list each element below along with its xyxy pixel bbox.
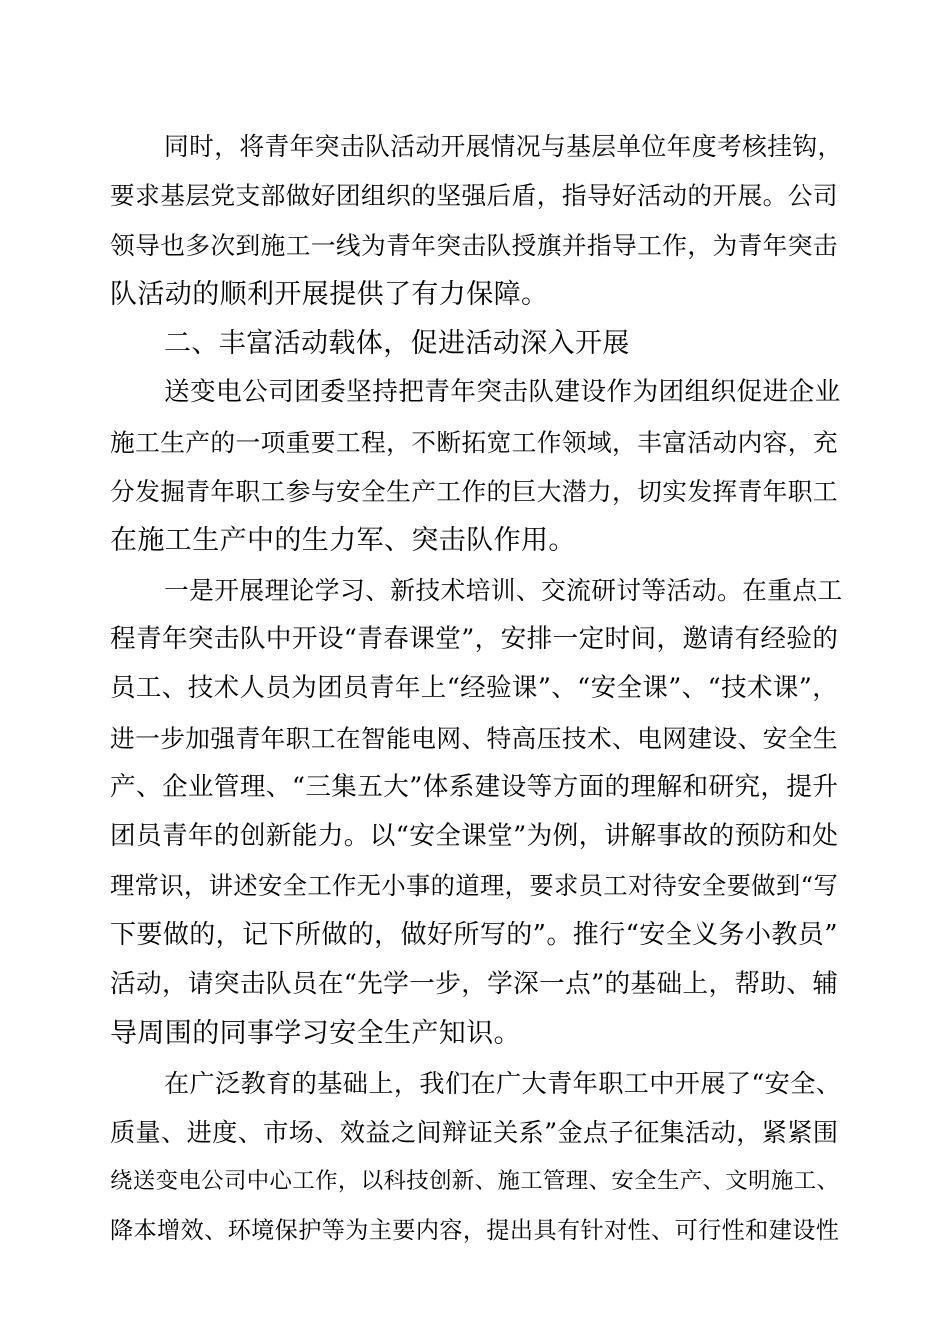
text-line: 降本增效、环境保护等为主要内容，提出具有针对性、可行性和建设性 bbox=[110, 1217, 840, 1244]
text-line: 队活动的顺利开展提供了有力保障。 bbox=[110, 278, 549, 310]
text-line: 领导也多次到施工一线为青年突击队授旗并指导工作，为青年突击 bbox=[110, 230, 838, 260]
text-line: 进一步加强青年职工在智能电网、特高压技术、电网建设、安全生 bbox=[110, 723, 838, 753]
text-line: 活动，请突击队员在“先学一步，学深一点”的基础上，帮助、辅 bbox=[110, 969, 839, 1000]
text-line: 员工、技术人员为团员青年上“经验课”、“安全课”、“技术课”， bbox=[110, 673, 839, 704]
text-line: 质量、进度、市场、效益之间辩证关系”金点子征集活动，紧紧围 bbox=[110, 1117, 839, 1147]
text-line: 送变电公司团委坚持把青年突击队建设作为团组织促进企业 bbox=[164, 377, 841, 408]
text-line: 分发掘青年职工参与安全生产工作的巨大潜力，切实发挥青年职工 bbox=[110, 477, 838, 507]
text-line: 同时，将青年突击队活动开展情况与基层单位年度考核挂钩， bbox=[164, 132, 843, 161]
text-line: 一是开展理论学习、新技术培训、交流研讨等活动。在重点工 bbox=[164, 575, 843, 605]
text-line: 程青年突击队中开设“青春课堂”，安排一定时间，邀请有经验的 bbox=[110, 623, 839, 654]
text-line: 在广泛教育的基础上，我们在广大青年职工中开展了“安全、 bbox=[164, 1068, 842, 1098]
text-line: 下要做的，记下所做的，做好所写的”。推行“安全义务小教员” bbox=[110, 919, 838, 950]
document-body bbox=[110, 122, 845, 1256]
text-line: 要求基层党支部做好团组织的坚强后盾，指导好活动的开展。公司 bbox=[110, 181, 838, 211]
text-line: 导周围的同事学习安全生产知识。 bbox=[110, 1018, 521, 1050]
text-line: 理常识，讲述安全工作无小事的道理，要求员工对待安全要做到“写 bbox=[110, 871, 839, 901]
text-line: 团员青年的创新能力。以“安全课堂”为例，讲解事故的预防和处 bbox=[110, 821, 839, 852]
section-heading: 二、丰富活动载体，促进活动深入开展 bbox=[164, 328, 630, 360]
text-line: 在施工生产中的生力军、突击队作用。 bbox=[110, 525, 576, 557]
text-line: 绕送变电公司中心工作，以科技创新、施工管理、安全生产、文明施工、 bbox=[110, 1168, 840, 1195]
text-line: 施工生产的一项重要工程，不断拓宽工作领域，丰富活动内容，充 bbox=[110, 427, 838, 457]
text-line: 产、企业管理、“三集五大”体系建设等方面的理解和研究，提升 bbox=[110, 771, 839, 802]
